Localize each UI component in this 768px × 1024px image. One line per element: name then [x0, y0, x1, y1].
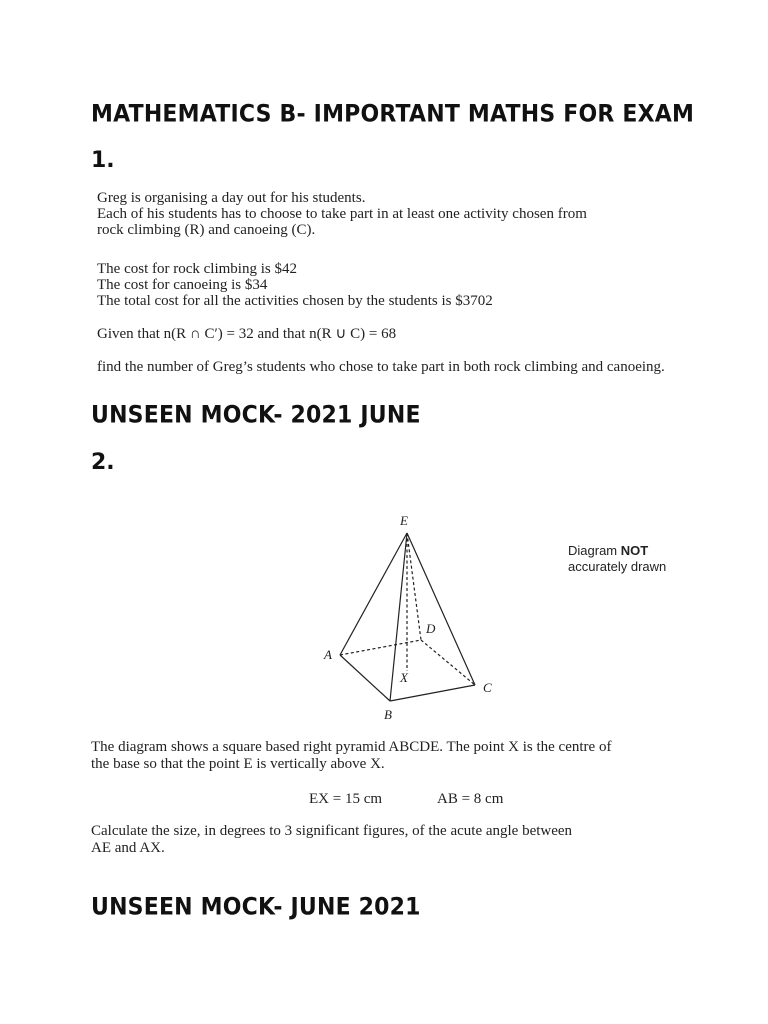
question-1-cost-line: The total cost for all the activities chosen by the students is $3702 [97, 293, 493, 309]
vertex-label-x: X [400, 670, 408, 685]
diagram-note-prefix: Diagram [568, 543, 621, 558]
question-1-intro-line: Each of his students has to choose to take part in at least one activity chosen from [97, 206, 587, 222]
question-2-task-line: Calculate the size, in degrees to 3 significant figures, of the acute angle between [91, 823, 573, 839]
vertex-label-e: E [400, 513, 408, 528]
diagram-note-not: NOT [620, 543, 649, 558]
question-1-intro-line: Greg is organising a day out for his students. [97, 190, 366, 206]
question-2-number: 2. [91, 450, 115, 475]
vertex-label-c: C [483, 680, 492, 695]
question-1-number: 1. [91, 148, 115, 173]
vertex-label-a: A [324, 647, 332, 662]
equation-ab: AB = 8 cm [437, 791, 504, 807]
edge-ad-hidden [340, 640, 421, 655]
question-1-task-line: find the number of Greg’s students who chose to take part in both rock climbing and canoeing. [97, 359, 665, 375]
vertex-label-d: D [426, 621, 436, 636]
edge-bc [390, 685, 475, 701]
section-heading-unseen-mock-2021-june: UNSEEN MOCK- 2021 JUNE [91, 402, 421, 429]
diagram-note [568, 543, 666, 575]
diagram-note-line [568, 543, 666, 559]
question-2-description-line: The diagram shows a square based right pyramid ABCDE. The point X is the centre of [91, 739, 612, 755]
question-2-task-line: AE and AX. [91, 840, 165, 856]
question-1-intro-line: rock climbing (R) and canoeing (C). [97, 222, 316, 238]
diagram-note-line: accurately drawn [568, 559, 667, 574]
question-2-description [91, 739, 611, 773]
question-1-cost-line: The cost for canoeing is $34 [97, 277, 268, 293]
question-1-given-line: Given that n(R ∩ C′) = 32 and that n(R ∪ C) = 68 [97, 326, 397, 342]
question-2-description-line: the base so that the point E is vertically above X. [91, 756, 385, 772]
edge-ab [340, 655, 390, 701]
vertex-label-b: B [384, 707, 392, 722]
question-2-task [91, 823, 572, 857]
main-heading: MATHEMATICS B- IMPORTANT MATHS FOR EXAM [91, 101, 695, 128]
edge-ec [407, 533, 475, 685]
equation-ex: EX = 15 cm [309, 791, 383, 807]
section-heading-unseen-mock-june-2021: UNSEEN MOCK- JUNE 2021 [91, 894, 421, 921]
question-1-cost-line: The cost for rock climbing is $42 [97, 261, 297, 277]
edge-dc-hidden [421, 640, 475, 685]
